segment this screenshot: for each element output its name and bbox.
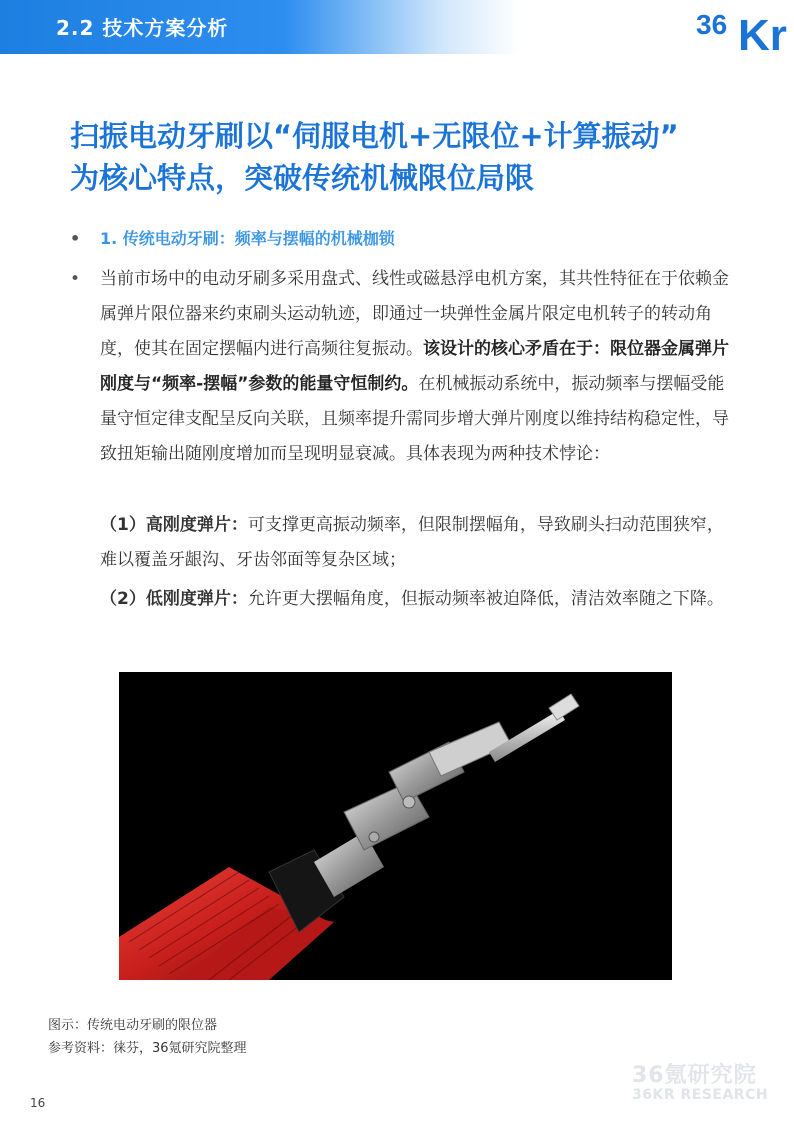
- headline-line-1: 扫振电动牙刷以“伺服电机+无限位+计算振动”: [70, 119, 679, 153]
- svg-text:Kr: Kr: [738, 11, 787, 54]
- figure-caption: 图示：传统电动牙刷的限位器: [48, 1018, 218, 1033]
- list-item-text: 可支撑更高振动频率，但限制摆幅角，导致刷头扫动范围狭窄，难以覆盖牙龈沟、牙齿邻面等复杂区域；: [100, 515, 724, 570]
- motor-limiter-illustration: [119, 672, 672, 980]
- watermark-line-1: 36氪研究院: [632, 1063, 757, 1088]
- page-headline: [70, 115, 770, 199]
- section-header-bar: [0, 0, 520, 54]
- logo-text: 36: [696, 9, 728, 40]
- watermark-line-2: 36KR RESEARCH: [632, 1087, 769, 1103]
- list-item-low-stiffness: [100, 582, 730, 617]
- list-item-text: 允许更大摆幅角度，但振动频率被迫降低，清洁效率随之下降。: [247, 589, 724, 609]
- para-part-1: 当前市场中的电动牙刷多采用盘式、线性或磁悬浮电机方案，其共性特征在于依赖金属弹片限位器来约束刷头运动轨迹，即通过一块弹性金属片限定电机转子的转动角度，使其在固定摆幅内进行高频往复振动。: [100, 269, 729, 359]
- 36kr-logo: [692, 0, 794, 54]
- list-item-high-stiffness: [100, 508, 730, 578]
- body-paragraph-text: [100, 262, 730, 472]
- para-bold-statement: 该设计的核心矛盾在于：限位器金属弹片刚度与“频率-摆幅”参数的能量守恒制约。: [100, 339, 729, 394]
- page-number: 16: [30, 1096, 46, 1110]
- para-part-2: 在机械振动系统中，振动频率与摆幅受能量守恒定律支配呈反向关联，且频率提升需同步增大弹片刚度以维持结构稳定性，导致扭矩输出随刚度增加而呈现明显衰减。具体表现为两种技术悖论：: [100, 374, 729, 464]
- bullet-dot: •: [70, 269, 81, 289]
- figure-source: 参考资料：徕芬，36氪研究院整理: [48, 1041, 247, 1056]
- limiter-figure-image: [119, 672, 672, 980]
- subheading-text: 1. 传统电动牙刷：频率与摆幅的机械枷锁: [100, 229, 395, 248]
- research-watermark: [632, 1058, 768, 1103]
- list-item-label: （1）高刚度弹片：: [100, 515, 248, 535]
- bullet-dot: •: [70, 229, 81, 248]
- subheading-traditional-toothbrush: [70, 226, 730, 249]
- list-item-label: （2）低刚度弹片：: [100, 589, 248, 609]
- headline-line-2: 为核心特点，突破传统机械限位局限: [70, 161, 535, 195]
- section-title: 2.2 技术方案分析: [56, 16, 229, 40]
